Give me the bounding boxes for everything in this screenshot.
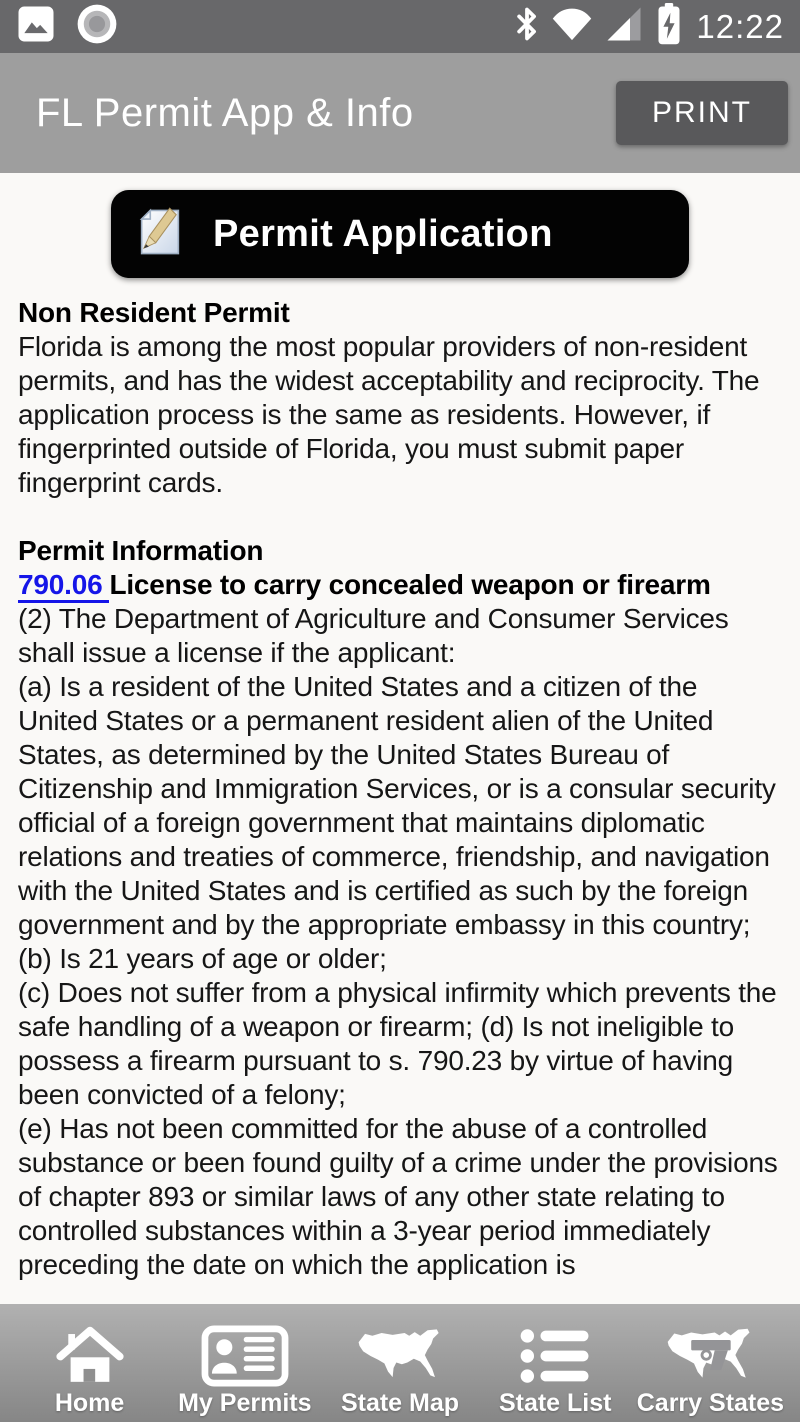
clock: 12:22 xyxy=(696,7,784,45)
record-circle-icon xyxy=(76,3,118,50)
permit-application-label: Permit Application xyxy=(213,212,553,255)
status-bar xyxy=(0,0,800,53)
paragraph-2: (2) The Department of Agriculture and Consumer Services shall issue a license if the applicant: xyxy=(18,603,729,668)
statute-790-06-link[interactable]: 790.06 xyxy=(18,569,109,603)
nav-item-home[interactable] xyxy=(12,1304,167,1422)
statute-title: License to carry concealed weapon or firearm xyxy=(109,569,711,600)
nav-label-home: Home xyxy=(54,1389,125,1417)
content-area[interactable] xyxy=(0,173,800,1304)
battery-charging-icon xyxy=(656,3,682,50)
photo-icon xyxy=(16,4,56,49)
print-button[interactable]: PRINT xyxy=(616,81,788,145)
bluetooth-icon xyxy=(516,5,538,48)
article-text xyxy=(0,278,800,1282)
app-title: FL Permit App & Info xyxy=(36,90,414,135)
home-icon xyxy=(56,1323,124,1389)
nav-label-state-map: State Map xyxy=(340,1389,460,1417)
id-card-icon xyxy=(201,1323,289,1389)
section-heading-non-resident-permit: Non Resident Permit xyxy=(18,297,290,328)
bottom-nav xyxy=(0,1304,800,1422)
nav-item-my-permits[interactable] xyxy=(167,1304,322,1422)
section-heading-permit-information: Permit Information xyxy=(18,535,264,566)
note-pencil-icon xyxy=(133,205,187,264)
app-header xyxy=(0,53,800,173)
nav-item-state-map[interactable] xyxy=(322,1304,477,1422)
paragraph-a: (a) Is a resident of the United States and a citizen of the United States or a permanent resident alien of the United States, as determined by the United States Bureau of Citizenship and Immigration Services, or is a consular security official of a foreign government that maintains diplomatic relations and treaties of commerce, friendship, and navigation with the United States and is certified as such by the foreign government and by the appropriate embassy in this country; xyxy=(18,671,776,940)
us-map-icon xyxy=(354,1323,446,1389)
nav-label-state-list: State List xyxy=(498,1389,612,1417)
paragraph-b: (b) Is 21 years of age or older; xyxy=(18,943,387,974)
paragraph-non-resident: Florida is among the most popular providers of non-resident permits, and has the widest acceptability and reciprocity. The application process is the same as residents. However, if fingerprinted outside of Florida, you must submit paper fingerprint cards. xyxy=(18,331,760,498)
status-bar-system xyxy=(516,3,784,50)
nav-label-carry-states: Carry States xyxy=(636,1389,785,1417)
wifi-icon xyxy=(552,7,592,46)
statute-line xyxy=(18,568,784,602)
paragraph-e: (e) Has not been committed for the abuse of a controlled substance or been found guilty of a crime under the provisions of chapter 893 or similar laws of any other state relating to controlled substances within a 3-year period immediately preceding the date on which the application is xyxy=(18,1113,778,1280)
us-map-gun-icon xyxy=(663,1323,757,1389)
nav-item-state-list[interactable] xyxy=(478,1304,633,1422)
permit-application-button[interactable] xyxy=(111,190,689,278)
cell-signal-icon xyxy=(606,6,642,47)
status-bar-notifications xyxy=(16,3,118,50)
list-icon xyxy=(516,1323,594,1389)
nav-item-carry-states[interactable] xyxy=(633,1304,788,1422)
paragraph-c-d: (c) Does not suffer from a physical infirmity which prevents the safe handling of a weapon or firearm; (d) Is not ineligible to possess a firearm pursuant to s. 790.23 by virtue of having been convicted of a felony; xyxy=(18,977,777,1110)
nav-label-my-permits: My Permits xyxy=(178,1389,312,1417)
